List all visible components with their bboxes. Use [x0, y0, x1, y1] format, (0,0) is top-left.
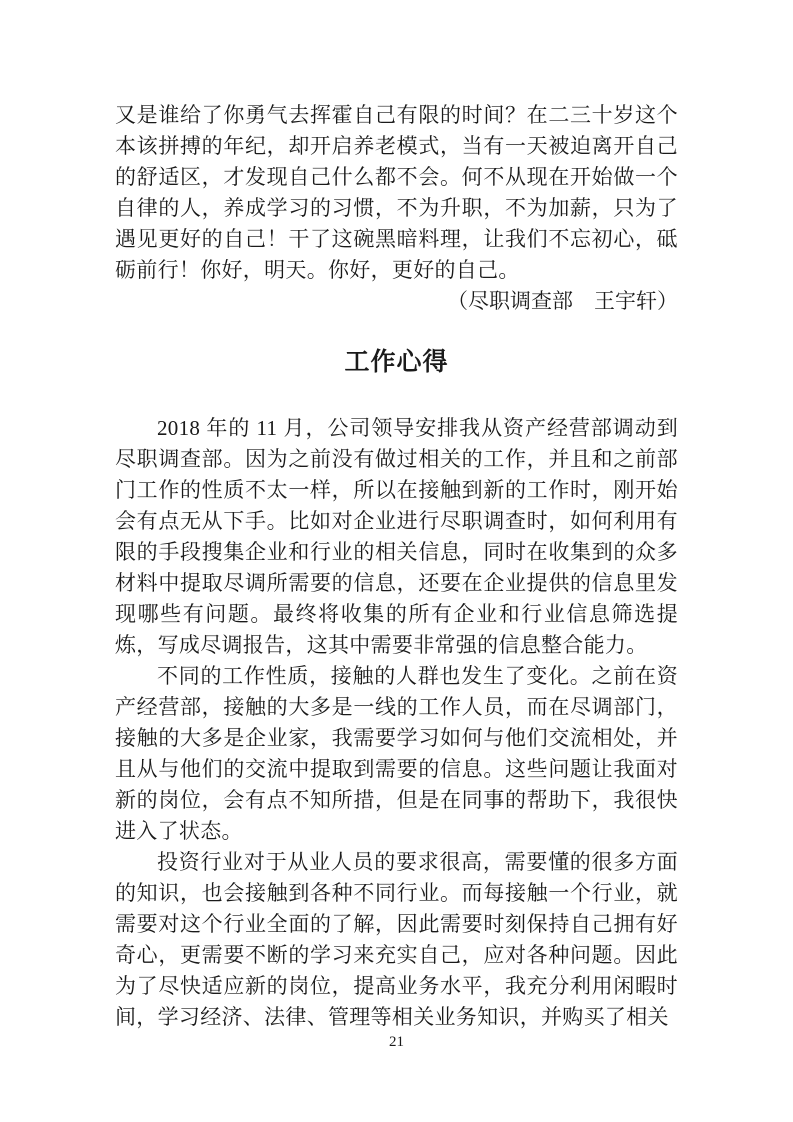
body-paragraph: 投资行业对于从业人员的要求很高，需要懂的很多方面的知识，也会接触到各种不同行业。而每接触一个行业，就需要对这个行业全面的了解，因此需要时刻保持自己拥有好奇心，更需要不断的学习来充实自己，应对各种问题。因此为了尽快适应新的岗位，提高业务水平，我充分利用闲暇时间，学习经济、法律、管理等相关业务知识，并购买了相关 — [115, 850, 678, 1029]
body-paragraph: 不同的工作性质，接触的人群也发生了变化。之前在资产经营部，接触的大多是一线的工作人员，而在尽调部门，接触的大多是企业家，我需要学习如何与他们交流相处，并且从与他们的交流中提取到需要的信息。这些问题让我面对新的岗位，会有点不知所措，但是在同事的帮助下，我很快进入了状态。 — [115, 664, 678, 843]
section-title: 工作心得 — [344, 348, 449, 376]
author-signature: （尽职调查部 王宇轩） — [447, 289, 678, 313]
page-number: 21 — [389, 1034, 404, 1050]
text-block — [115, 100, 678, 1033]
body-paragraph: 2018 年的 11 月，公司领导安排我从资产经营部调动到尽职调查部。因为之前没有做过相关的工作，并且和之前部门工作的性质不太一样，所以在接触到新的工作时，刚开始会有点无从下手。比如对企业进行尽职调查时，如何利用有限的手段搜集企业和行业的相关信息，同时在收集到的众多材料中提取尽调所需要的信息，还要在企业提供的信息里发现哪些有问题。最终将收集的所有企业和行业信息筛选提炼，写成尽调报告，这其中需要非常强的信息整合能力。 — [115, 416, 678, 657]
continuation-paragraph: 又是谁给了你勇气去挥霍自己有限的时间？在二三十岁这个本该拼搏的年纪，却开启养老模式，当有一天被迫离开自己的舒适区，才发现自己什么都不会。何不从现在开始做一个自律的人，养成学习的习惯，不为升职，不为加薪，只为了遇见更好的自己！干了这碗黑暗料理，让我们不忘初心，砥砺前行！你好，明天。你好，更好的自己。 — [115, 103, 678, 282]
